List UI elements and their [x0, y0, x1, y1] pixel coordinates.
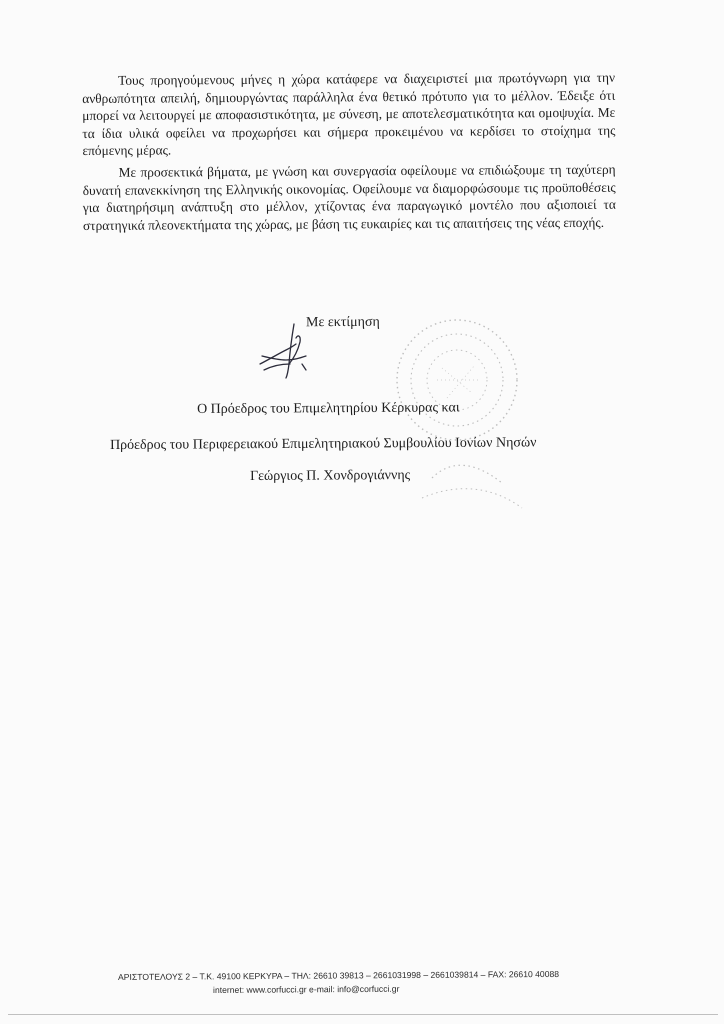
paragraph-1: Τους προηγούμενους μήνες η χώρα κατάφερε να διαχειριστεί μια πρωτόγνωρη για την ανθρωπότητα απειλή, δημιουργώντας παράλληλα ένα θετικό πρότυπο για το μέλλον. Έδειξε ότι μπορεί να λειτουργεί με αποφασιστικότητα, με σύνεση, με αποτελεσματικότητα και ομοψυχία. Με τα ίδια υλικά οφείλει να προχωρήσει και σήμερα προκειμένου να κερδίσει το στοίχημα της επόμενης μέρας.: [82, 69, 616, 159]
paragraph-2: Με προσεκτικά βήματα, με γνώση και συνεργασία οφείλουμε να επιδιώξουμε τη ταχύτερη δυνατή επανεκκίνηση της Ελληνικής οικονομίας. Οφείλουμε να διαμορφώσουμε τις προϋποθέσεις για διατηρήσιμη ανάπτυξη στο μέλλον, χτίζοντας ένα παραγωγικό μοντέλο που αξιοποιεί τα στρατηγικά πλεονεκτήματα της χώρας, με βάση τις ευκαιρίες και τις απαιτήσεις της νέας εποχής.: [82, 161, 616, 233]
letter-body: [82, 69, 616, 239]
signatory-name: Γεώργιος Π. Χονδρογιάννης: [250, 468, 411, 484]
footer-web-contact: internet: www.corfucci.gr e-mail: info@corfucci.gr: [213, 983, 400, 995]
signatory-title-line-1: Ο Πρόεδρος του Επιμελητηρίου Κέρκυρας και: [197, 400, 460, 417]
scan-edge-divider: [8, 1014, 718, 1015]
signatory-title-line-2: Πρόεδρος του Περιφερειακού Επιμελητηριακού Συμβουλίου Ιονίων Νησών: [110, 435, 537, 453]
footer-address: ΑΡΙΣΤΟΤΕΛΟΥΣ 2 – Τ.Κ. 49100 ΚΕΡΚΥΡΑ – ΤΗΛ: 26610 39813 – 2661031998 – 2661039814 – FAX: 26610 40088: [118, 968, 560, 982]
official-seal-stamp-icon: [362, 318, 542, 528]
closing-salutation: Με εκτίμηση: [305, 314, 380, 331]
